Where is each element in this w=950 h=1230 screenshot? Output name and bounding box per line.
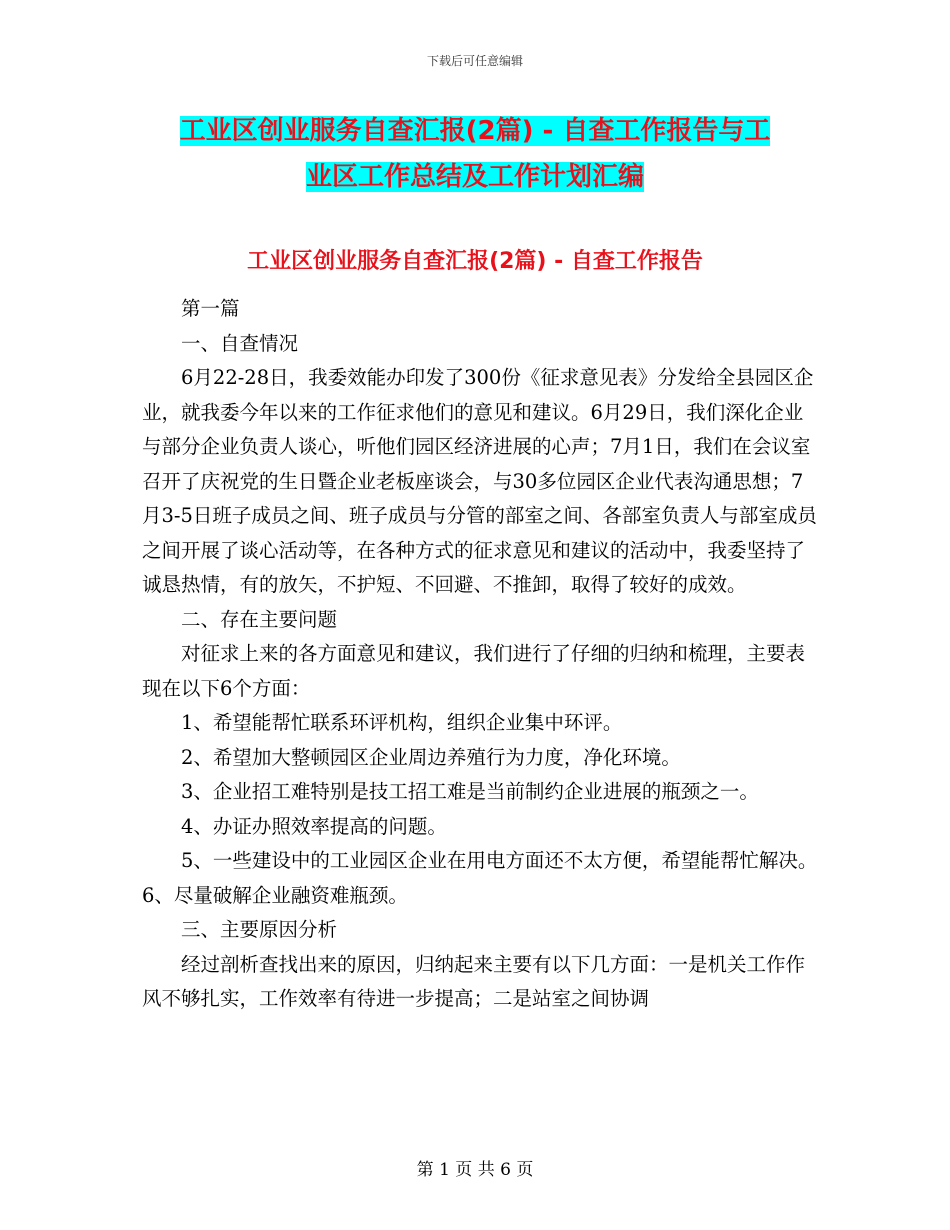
list-item: 5、一些建设中的工业园区企业在用电方面还不太方便，希望能帮忙解决。6、尽量破解企业融资难瓶颈。 <box>142 849 818 907</box>
heading-problems: 二、存在主要问题 <box>181 607 338 631</box>
paragraph: 经过剖析查找出来的原因，归纳起来主要有以下几方面：一是机关工作作风不够扎实，工作效率有待进一步提高；二是站室之间协调 <box>142 952 806 1010</box>
document-body <box>142 292 822 1017</box>
paragraph: 第一篇 <box>181 297 240 320</box>
heading-self-check: 一、自查情况 <box>181 331 299 355</box>
list-item: 4、办证办照效率提高的问题。 <box>181 814 447 838</box>
page-footer: 第 1 页 共 6 页 <box>416 1160 534 1180</box>
title-line-1: 工业区创业服务自查汇报(2篇) - 自查工作报告与工 <box>179 116 771 146</box>
section-title: 工业区创业服务自查汇报(2篇) - 自查工作报告 <box>247 249 703 274</box>
list-item: 2、希望加大整顿园区企业周边养殖行为力度，净化环境。 <box>181 745 681 769</box>
title-line-2: 业区工作总结及工作计划汇编 <box>305 162 644 192</box>
document-title <box>120 108 830 200</box>
list-item: 3、企业招工难特别是技工招工难是当前制约企业进展的瓶颈之一。 <box>181 780 759 803</box>
paragraph: 对征求上来的各方面意见和建议，我们进行了仔细的归纳和梳理，主要表现在以下6个方面： <box>142 642 806 700</box>
paragraph: 6月22-28日，我委效能办印发了300份《征求意见表》分发给全县园区企业，就我委今年以来的工作征求他们的意见和建议。6月29日，我们深化企业与部分企业负责人谈心，听他们园区经济进展的心声；7月1日，我们在会议室召开了庆祝党的生日暨企业老板座谈会，与30多位园区企业代表沟通思想；7月3-5日班子成员之间、班子成员与分管的部室之间、各部室负责人与部室成员之间开展了谈心活动等，在各种方式的征求意见和建议的活动中，我委坚持了诚恳热情，有的放矢，不护短、不回避、不推卸，取得了较好的成效。 <box>142 366 817 596</box>
list-item: 1、希望能帮忙联系环评机构，组织企业集中环评。 <box>181 711 623 734</box>
header-note: 下载后可任意编辑 <box>426 54 523 68</box>
heading-causes: 三、主要原因分析 <box>181 918 338 941</box>
